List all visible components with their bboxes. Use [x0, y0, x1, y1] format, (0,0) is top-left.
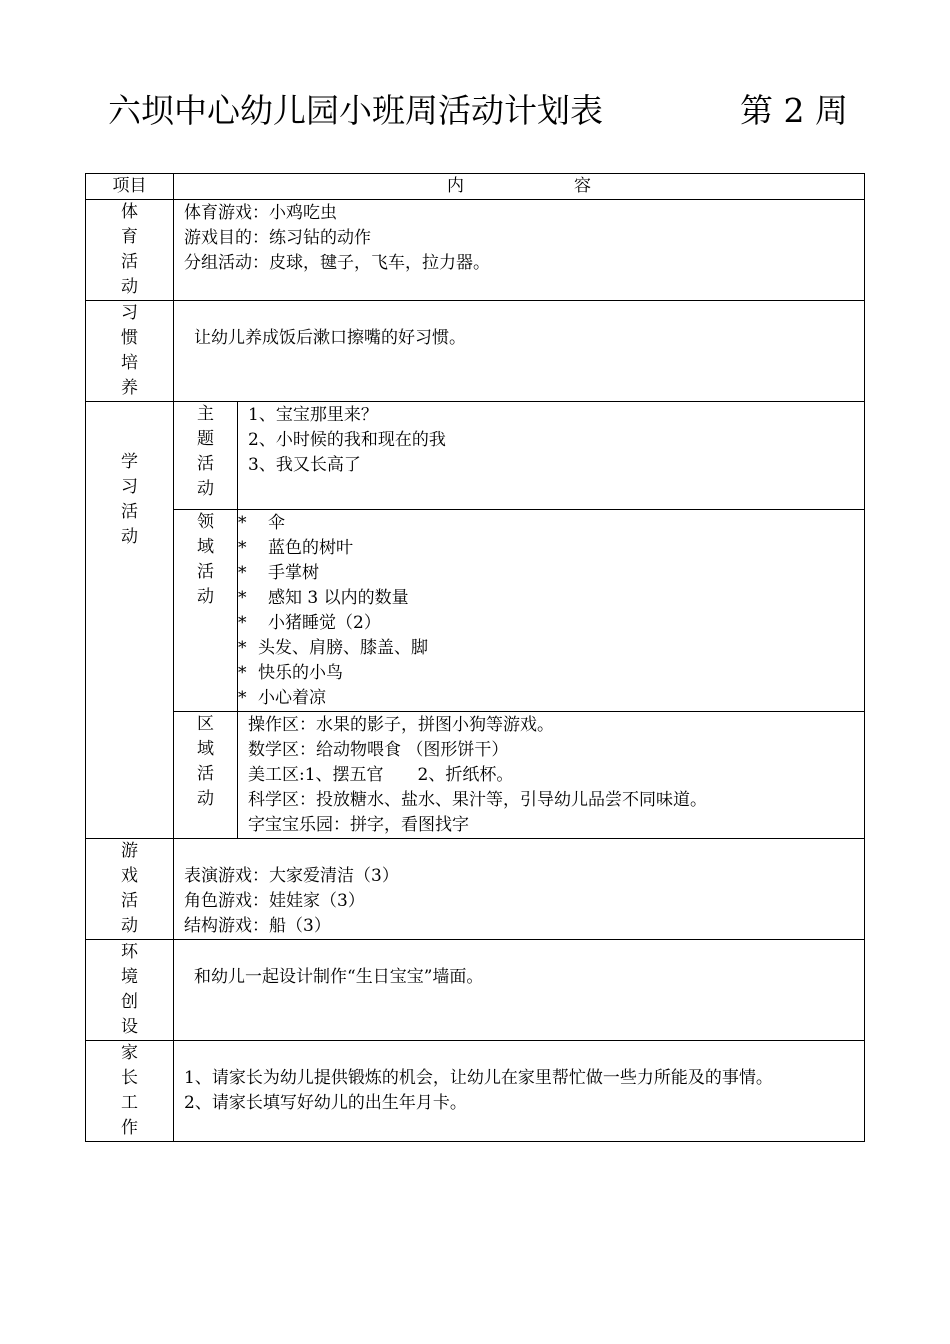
- label-char: 游: [121, 841, 138, 861]
- header-content-char-1: 内: [447, 176, 464, 196]
- label-char: 动: [121, 916, 138, 936]
- table-header-row: [86, 174, 865, 200]
- label-char: 工: [121, 1093, 138, 1113]
- content-line: 美工区:1、摆五官 2、折纸杯。: [248, 765, 514, 785]
- label-char: 体: [121, 202, 138, 222]
- label-char: 戏: [121, 866, 138, 886]
- label-char: 环: [121, 942, 138, 962]
- content-line: 1、请家长为幼儿提供锻炼的机会，让幼儿在家里帮忙做一些力所能及的事情。: [184, 1068, 773, 1088]
- label-char: 活: [197, 562, 214, 582]
- content-line: 表演游戏：大家爱清洁（3）: [184, 866, 399, 886]
- label-char: 区: [197, 714, 214, 734]
- sublabel-area: [174, 712, 238, 839]
- content-games: [174, 839, 865, 940]
- label-char: 活: [197, 764, 214, 784]
- domain-item: [238, 536, 864, 561]
- sublabel-domain: [174, 510, 238, 712]
- label-char: 题: [197, 429, 214, 449]
- content-line: 操作区：水果的影子，拼图小狗等游戏。: [248, 715, 554, 735]
- label-char: 动: [197, 789, 214, 809]
- row-games: [86, 839, 865, 940]
- bullet-star: *: [238, 688, 247, 708]
- domain-item: [238, 586, 864, 611]
- domain-item-text: 感知 3 以内的数量: [268, 588, 409, 608]
- row-theme: [86, 402, 865, 510]
- label-environment: [86, 940, 174, 1041]
- label-char: 育: [121, 227, 138, 247]
- label-char: 家: [121, 1043, 138, 1063]
- label-char: 动: [197, 479, 214, 499]
- content-line: 数学区：给动物喂食 （图形饼干）: [248, 740, 509, 760]
- domain-item: [238, 561, 864, 586]
- row-area: [86, 712, 865, 839]
- domain-item-text: 小心着凉: [258, 688, 326, 708]
- row-parents: [86, 1041, 865, 1142]
- content-line: 分组活动：皮球，毽子，飞车，拉力器。: [184, 253, 490, 273]
- label-char: 养: [121, 378, 138, 398]
- content-line: 1、宝宝那里来？: [248, 405, 378, 425]
- bullet-star: *: [238, 538, 247, 558]
- sublabel-theme: [174, 402, 238, 510]
- label-char: 作: [121, 1118, 138, 1138]
- domain-item-text: 小猪睡觉（2）: [268, 613, 381, 633]
- content-parents: [174, 1041, 865, 1142]
- header-content: [174, 174, 865, 200]
- bullet-star: *: [238, 613, 247, 633]
- domain-item-text: 手掌树: [268, 563, 319, 583]
- domain-item-text: 伞: [268, 513, 285, 533]
- row-domain: [86, 510, 865, 712]
- header-content-char-2: 容: [574, 176, 591, 196]
- label-char: 习: [121, 477, 138, 497]
- label-char: 培: [121, 353, 138, 373]
- content-domain: [238, 510, 865, 712]
- label-char: 域: [197, 739, 214, 759]
- domain-item-text: 头发、肩膀、膝盖、脚: [258, 638, 428, 658]
- title-text: 六坝中心幼儿园小班周活动计划表: [108, 91, 603, 130]
- label-char: 活: [197, 454, 214, 474]
- week-number: 第 2 周: [740, 91, 848, 130]
- weekly-plan-table: [85, 173, 865, 1142]
- label-char: 主: [197, 404, 214, 424]
- row-environment: [86, 940, 865, 1041]
- content-theme: [238, 402, 865, 510]
- label-char: 境: [121, 967, 138, 987]
- domain-item: [238, 511, 864, 536]
- content-line: 结构游戏：船（3）: [184, 916, 331, 936]
- label-habits: [86, 301, 174, 402]
- domain-item: [238, 636, 864, 661]
- label-char: 创: [121, 992, 138, 1012]
- label-char: 活: [121, 891, 138, 911]
- label-char: 学: [121, 452, 138, 472]
- content-line: 3、我又长高了: [248, 455, 361, 475]
- label-parents: [86, 1041, 174, 1142]
- content-environment: [174, 940, 865, 1041]
- label-learning: [86, 402, 174, 839]
- label-char: 惯: [121, 328, 138, 348]
- header-item: 项目: [86, 174, 174, 200]
- label-char: 领: [197, 512, 214, 532]
- domain-item: [238, 686, 864, 711]
- content-line: 字宝宝乐园：拼字，看图找字: [248, 815, 469, 835]
- label-char: 活: [121, 252, 138, 272]
- content-line: 和幼儿一起设计制作“生日宝宝”墙面。: [194, 967, 484, 987]
- content-line: 角色游戏：娃娃家（3）: [184, 891, 365, 911]
- page-title: [108, 88, 848, 134]
- label-char: 域: [197, 537, 214, 557]
- content-line: 2、请家长填写好幼儿的出生年月卡。: [184, 1093, 467, 1113]
- domain-item-text: 快乐的小鸟: [258, 663, 343, 683]
- content-line: 让幼儿养成饭后漱口擦嘴的好习惯。: [194, 328, 466, 348]
- row-habits: [86, 301, 865, 402]
- domain-item: [238, 611, 864, 636]
- content-area: [238, 712, 865, 839]
- content-line: 游戏目的：练习钻的动作: [184, 228, 371, 248]
- content-habits: [174, 301, 865, 402]
- domain-item-text: 蓝色的树叶: [268, 538, 353, 558]
- bullet-star: *: [238, 663, 247, 683]
- content-line: 2、小时候的我和现在的我: [248, 430, 446, 450]
- bullet-star: *: [238, 563, 247, 583]
- bullet-star: *: [238, 588, 247, 608]
- content-sports: [174, 200, 865, 301]
- label-char: 动: [121, 527, 138, 547]
- row-sports: [86, 200, 865, 301]
- label-char: 习: [121, 303, 138, 323]
- label-char: 动: [197, 587, 214, 607]
- label-char: 设: [121, 1017, 138, 1037]
- content-line: 科学区：投放糖水、盐水、果汁等，引导幼儿品尝不同味道。: [248, 790, 707, 810]
- label-sports: [86, 200, 174, 301]
- label-games: [86, 839, 174, 940]
- label-char: 动: [121, 277, 138, 297]
- label-char: 长: [121, 1068, 138, 1088]
- content-line: 体育游戏：小鸡吃虫: [184, 203, 337, 223]
- domain-item: [238, 661, 864, 686]
- bullet-star: *: [238, 513, 247, 533]
- label-char: 活: [121, 502, 138, 522]
- bullet-star: *: [238, 638, 247, 658]
